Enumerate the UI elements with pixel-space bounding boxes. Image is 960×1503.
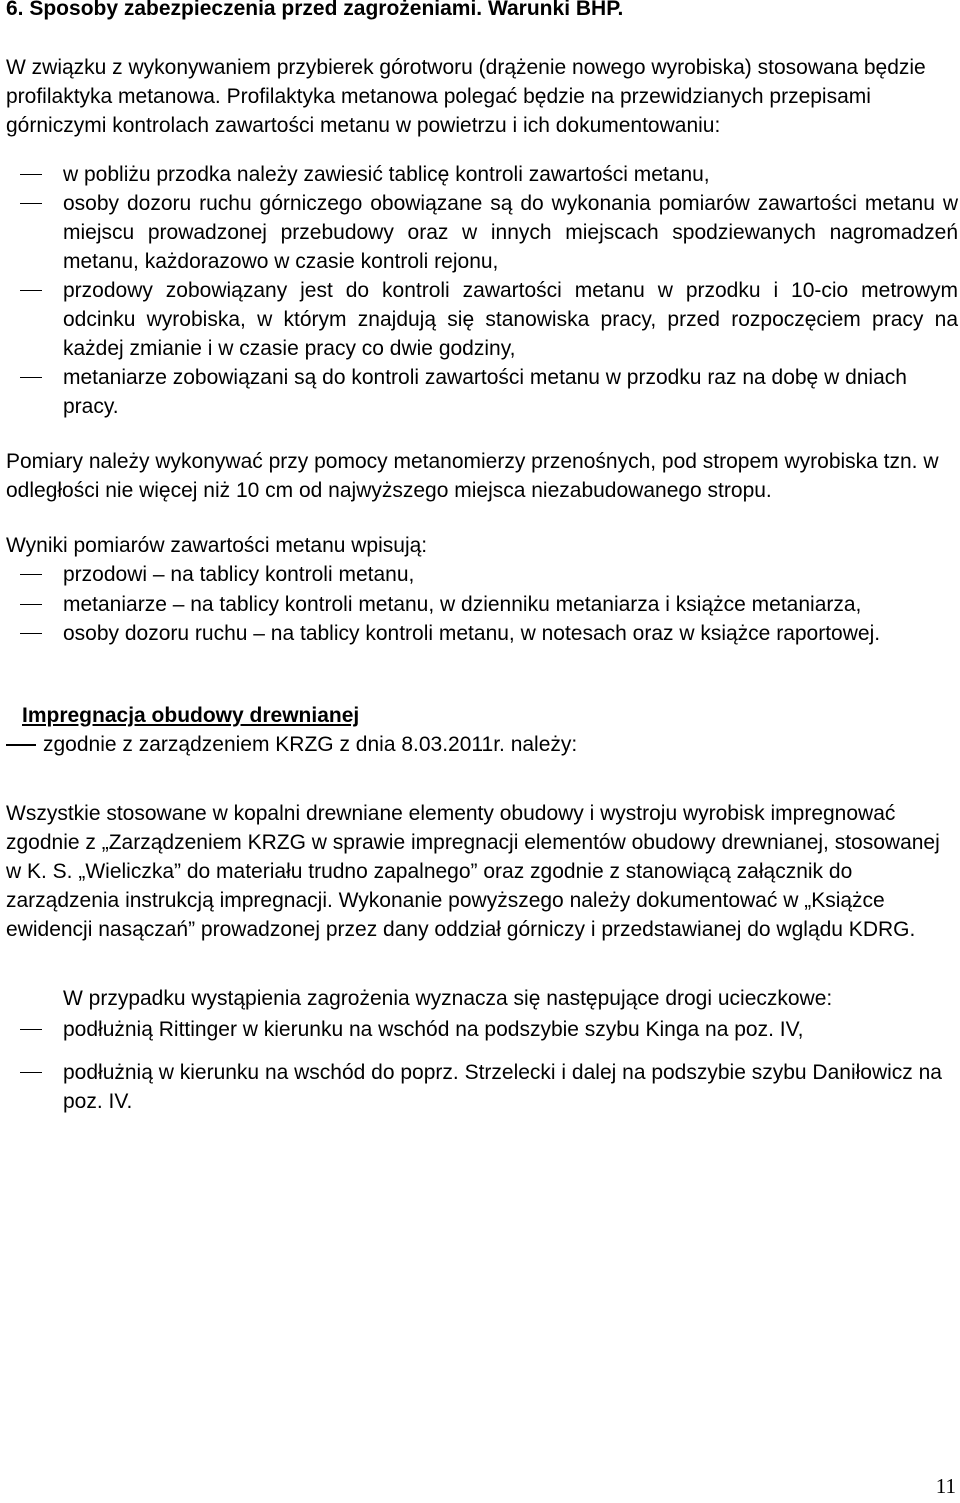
dash-bullet [20,290,42,291]
section-heading: 6. Sposoby zabezpieczenia przed zagrożeniami. Warunki BHP. [6,0,624,20]
dash-bullet [20,574,42,575]
list-item: przodowi – na tablicy kontroli metanu, [6,560,958,590]
impregnation-title: Impregnacja obudowy drewnianej [22,703,360,727]
escape-list [6,1015,958,1116]
escape-intro: W przypadku wystąpienia zagrożenia wyznacza się następujące drogi ucieczkowe: [63,986,833,1010]
document-page [6,0,958,1116]
impregnation-subline: zgodnie z zarządzeniem KRZG z dnia 8.03.2011r. należy: [6,730,958,759]
list-item: metaniarze zobowiązani są do kontroli zawartości metanu w przodku raz na dobę w dniach pracy. [6,363,958,421]
dash-bullet [20,633,42,634]
list-item: osoby dozoru ruchu – na tablicy kontroli metanu, w notesach oraz w książce raportowej. [6,619,958,649]
dash-bullet [20,203,42,204]
intro-paragraph: W związku z wykonywaniem przybierek górotworu (drążenie nowego wyrobiska) stosowana będzie profilaktyka metanowa. Profilaktyka metanowa polegać będzie na przewidzianych przepisami górniczymi kontrolach zawartości metanu w powietrzu i ich dokumentowaniu: [6,56,926,137]
results-intro: Wyniki pomiarów zawartości metanu wpisują: [6,534,428,557]
results-list [6,560,958,649]
dash-bullet [20,377,42,378]
list-item: podłużnią Rittinger w kierunku na wschód na podszybie szybu Kinga na poz. IV, [6,1015,958,1044]
dash-bullet [20,604,42,605]
list-item: w pobliżu przodka należy zawiesić tablicę kontroli zawartości metanu, [6,160,958,189]
page-number: 11 [935,1474,956,1498]
dash-bullet [20,1072,42,1073]
list-item: osoby dozoru ruchu górniczego obowiązane są do wykonania pomiarów zawartości metanu w miejscu prowadzonej przebudowy oraz w innych miejscach spodziewanych nagromadzeń metanu, każdorazowo w czasie kontroli rejonu, [6,189,958,276]
list-item: metaniarze – na tablicy kontroli metanu, w dzienniku metaniarza i książce metaniarza, [6,590,958,620]
control-list [6,160,958,421]
dash-bullet [6,744,36,746]
impregnation-paragraph: Wszystkie stosowane w kopalni drewniane elementy obudowy i wystroju wyrobisk impregnować zgodnie z „Zarządzeniem KRZG w sprawie impregnacji elementów obudowy drewnianej, stosowanej w K. S. „Wieliczka” do materiału trudno zapalnego” oraz zgodnie z stanowiącą załącznik do zarządzenia instrukcją impregnacji. Wykonanie powyższego należy dokumentować w „Książce ewidencji nasączań” prowadzonej przez dany oddział górniczy i przedstawianej do wglądu KDRG. [6,801,940,941]
measurement-paragraph: Pomiary należy wykonywać przy pomocy metanomierzy przenośnych, pod stropem wyrobiska tzn. w odległości nie więcej niż 10 cm od najwyższego miejsca niezabudowanego stropu. [6,450,939,502]
list-item: podłużnią w kierunku na wschód do poprz. Strzelecki i dalej na podszybie szybu Daniłowicz na poz. IV. [6,1058,958,1116]
dash-bullet [20,1029,42,1030]
dash-bullet [20,174,42,175]
list-item: przodowy zobowiązany jest do kontroli zawartości metanu w przodku i 10-cio metrowym odcinku wyrobiska, w którym znajdują się stanowiska pracy, przed rozpoczęciem pracy na każdej zmianie i w czasie pracy co dwie godziny, [6,276,958,363]
